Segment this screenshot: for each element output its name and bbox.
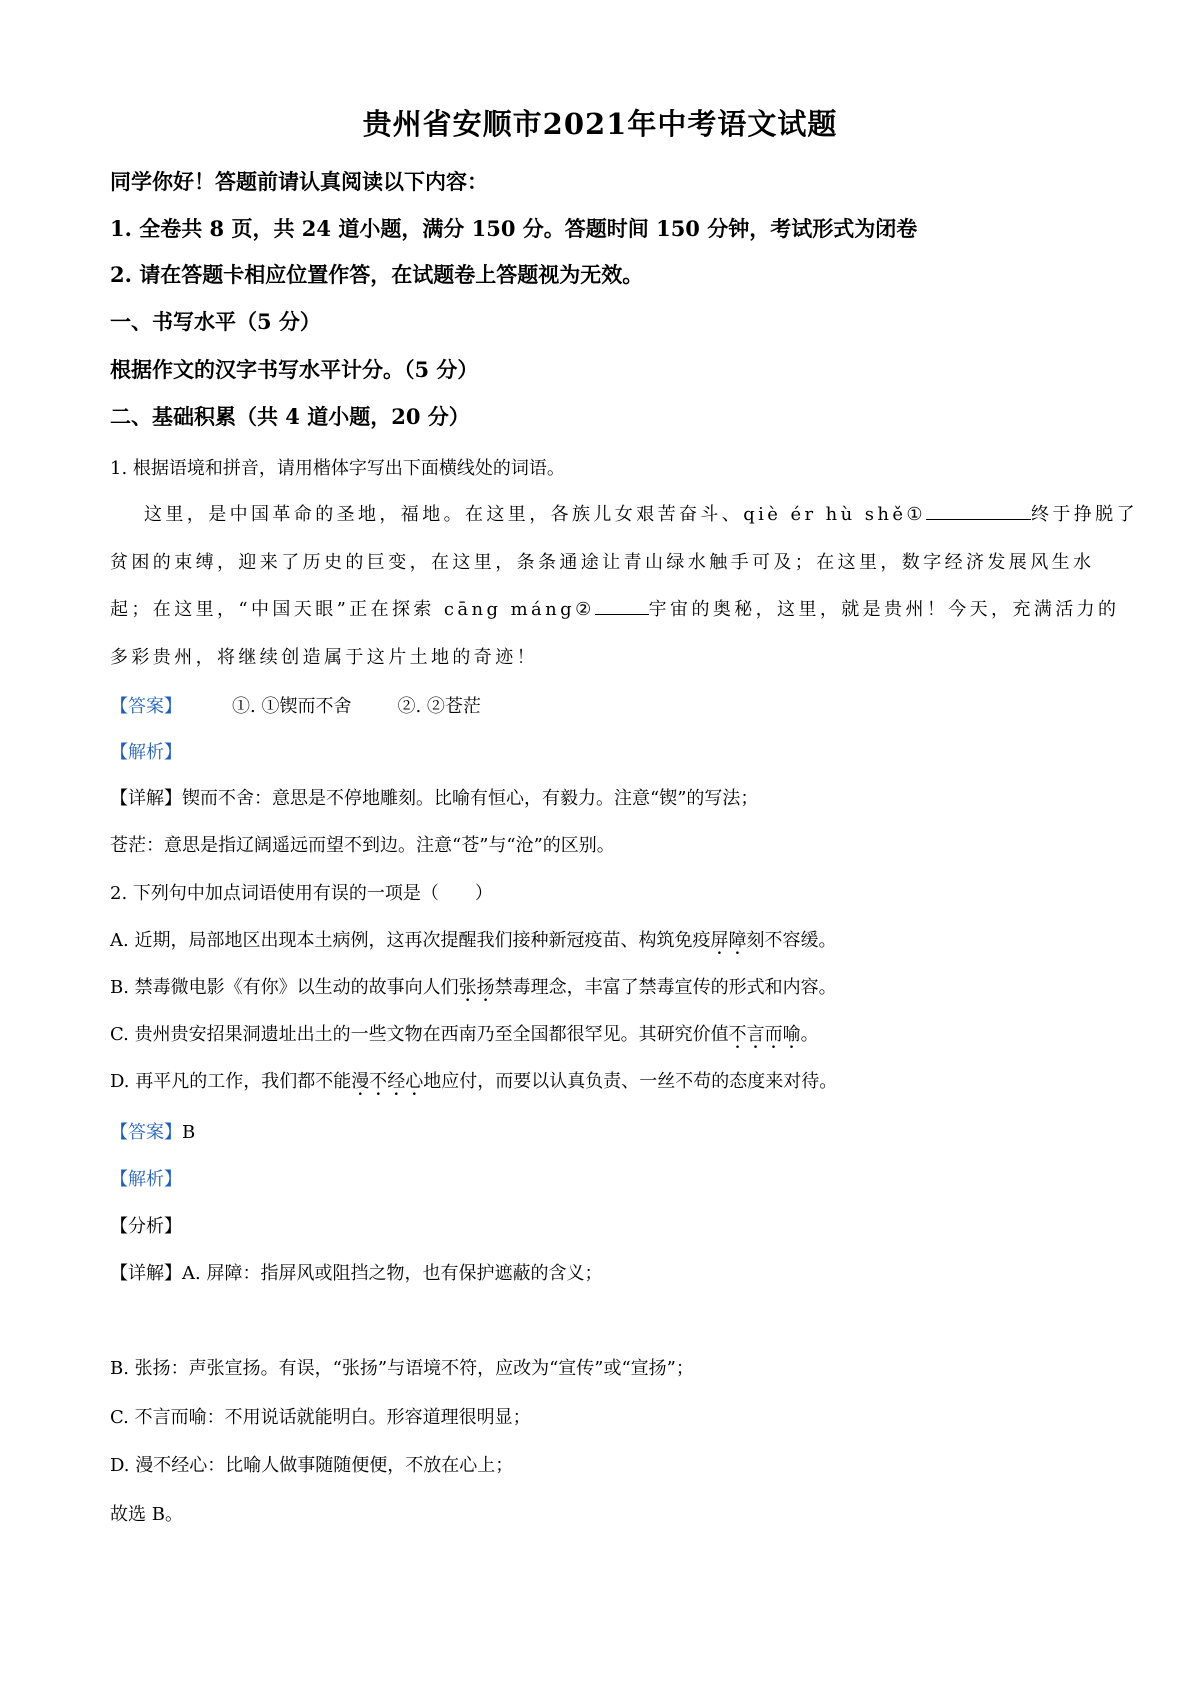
emphasis-char: 扬: [476, 977, 495, 998]
dotted-word: [459, 977, 495, 998]
q2-option-b: [110, 973, 837, 999]
answer-blank-2: [595, 613, 649, 615]
q1-passage-line-4: 多彩贵州，将继续创造属于这片土地的奇迹！: [110, 647, 538, 668]
q1-passage-text: 起；在这里，“中国天眼”正在探索 cāng máng②: [110, 599, 595, 620]
dotted-word: [729, 1024, 801, 1045]
option-text: 。: [800, 1024, 819, 1045]
emphasis-char: 不: [369, 1071, 388, 1092]
option-text: 地应付，而要以认真负责、一丝不苟的态度来对待。: [423, 1071, 838, 1092]
answer-label: 【答案】: [110, 696, 182, 717]
q2-detail-b: B. 张扬：声张宣扬。有误，“张扬”与语境不符，应改为“宣传”或“宣扬”；: [110, 1358, 694, 1379]
emphasis-char: 漫: [351, 1071, 370, 1092]
q2-detail-a: [110, 1259, 602, 1285]
q1-answer-2: ②. ②苍茫: [397, 696, 481, 717]
emphasis-char: 言: [746, 1024, 765, 1045]
q2-detail-c: C. 不言而喻：不用说话就能明白。形容道理很明显；: [110, 1407, 531, 1428]
emphasis-char: 而: [764, 1024, 783, 1045]
q2-option-c: [110, 1020, 819, 1046]
q2-answer: B: [182, 1122, 196, 1143]
q1-passage-text: 这里，是中国革命的圣地，福地。在这里，各族儿女艰苦奋斗、qiè ér hù shě①: [144, 504, 926, 525]
dotted-word: [710, 930, 746, 951]
emphasis-char: 张: [458, 977, 477, 998]
q1-passage-text: 宇宙的奥秘，这里，就是贵州！今天，充满活力的: [648, 599, 1120, 620]
q2-detail-d: D. 漫不经心：比喻人做事随随便便，不放在心上；: [110, 1455, 514, 1476]
analysis-label: 【解析】: [110, 1169, 182, 1190]
section1-text: 根据作文的汉字书写水平计分。（5 分）: [110, 357, 479, 382]
answer-blank-1: [926, 518, 1031, 520]
q2-answer-line: [110, 1118, 195, 1144]
detail-label: 【详解】: [110, 1263, 182, 1284]
q1-answer-1: ①. ①锲而不舍: [232, 696, 352, 717]
answer-label: 【答案】: [110, 1122, 182, 1143]
option-text: 禁毒理念，丰富了禁毒宣传的形式和内容。: [494, 977, 837, 998]
emphasis-char: 喻: [782, 1024, 801, 1045]
emphasis-char: 心: [405, 1071, 424, 1092]
emphasis-char: 不: [728, 1024, 747, 1045]
q1-answer-line: [110, 692, 481, 718]
intro-greeting: 同学你好！答题前请认真阅读以下内容：: [110, 169, 488, 194]
analysis-label: 【解析】: [110, 742, 182, 763]
section1-heading: 一、书写水平（5 分）: [110, 309, 321, 334]
q1-detail-2: 苍茫：意思是指辽阔遥远而望不到边。注意“苍”与“沧”的区别。: [110, 835, 615, 856]
dotted-word: [351, 1071, 423, 1092]
section2-heading: 二、基础积累（共 4 道小题，20 分）: [110, 404, 470, 429]
intro-rule-1: 1. 全卷共 8 页，共 24 道小题，满分 150 分。答题时间 150 分钟，考试形式为闭卷: [110, 216, 918, 241]
option-text: C. 贵州贵安招果洞遗址出土的一些文物在西南乃至全国都很罕见。其研究价值: [110, 1024, 729, 1045]
q2-option-d: [110, 1067, 837, 1093]
q1-stem: 1. 根据语境和拼音，请用楷体字写出下面横线处的词语。: [110, 458, 565, 479]
option-text: D. 再平凡的工作，我们都不能: [110, 1071, 352, 1092]
emphasis-char: 障: [728, 930, 747, 951]
option-text: 刻不容缓。: [746, 930, 837, 951]
fenxi-label: 【分析】: [110, 1216, 182, 1237]
intro-rule-2: 2. 请在答题卡相应位置作答，在试题卷上答题视为无效。: [110, 262, 644, 287]
emphasis-char: 屏: [710, 930, 729, 951]
option-text: B. 禁毒微电影《有你》以生动的故事向人们: [110, 977, 459, 998]
q1-passage-text: 终于挣脱了: [1030, 504, 1138, 525]
q1-passage-line-2: 贫困的束缚，迎来了历史的巨变，在这里，条条通途让青山绿水触手可及；在这里，数字经济发展风生水: [110, 552, 1095, 573]
q2-conclusion: 故选 B。: [110, 1504, 183, 1525]
detail-label: 【详解】: [110, 788, 182, 809]
page-title: 贵州省安顺市2021年中考语文试题: [362, 107, 838, 141]
q1-detail-1: [110, 784, 758, 810]
q2-detail-text: A. 屏障：指屏风或阻挡之物，也有保护遮蔽的含义；: [182, 1263, 603, 1284]
q2-stem: 2. 下列句中加点词语使用有误的一项是（ ）: [110, 883, 493, 904]
option-text: A. 近期，局部地区出现本土病例，这再次提醒我们接种新冠疫苗、构筑免疫: [110, 930, 711, 951]
q1-passage-line-1: [144, 500, 1138, 526]
emphasis-char: 经: [387, 1071, 406, 1092]
q1-passage-line-3: [110, 595, 1119, 621]
q1-detail-text: 锲而不舍：意思是不停地雕刻。比喻有恒心，有毅力。注意“锲”的写法；: [182, 788, 759, 809]
q2-option-a: [110, 926, 836, 952]
